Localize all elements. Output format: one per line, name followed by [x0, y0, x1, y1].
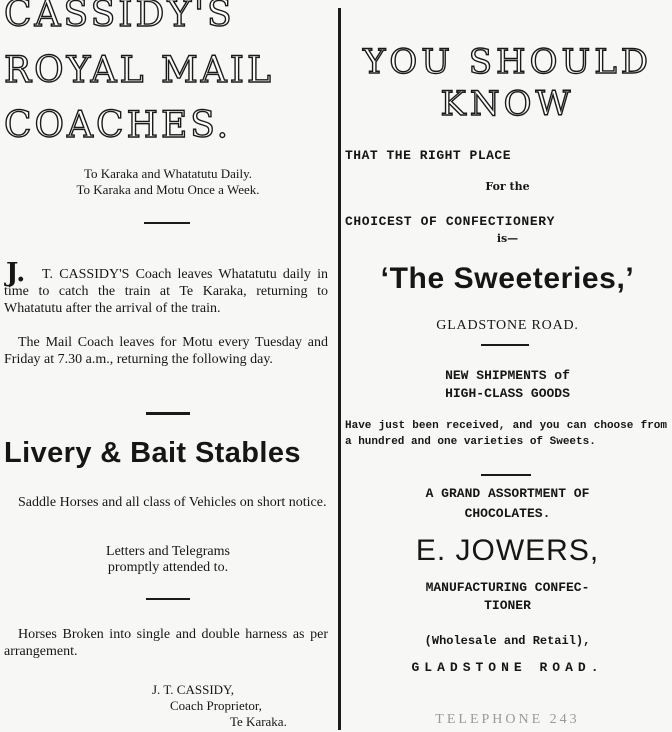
is-line: is— — [496, 232, 519, 245]
new-shipments-line1: NEW SHIPMENTS of — [445, 368, 570, 383]
e-jowers-name: E. JOWERS, — [415, 534, 600, 567]
cassidy-title-line2: ROYAL MAIL — [4, 50, 274, 91]
gladstone-road-line2: GLADSTONE ROAD. — [411, 660, 604, 675]
know-heading: KNOW — [440, 84, 575, 124]
letters-line2: promptly attended to. — [107, 560, 229, 575]
column-divider — [338, 8, 341, 730]
manufacturing-line2: TIONER — [484, 598, 531, 613]
cassidy-title-line1: CASSIDY'S — [4, 0, 235, 35]
assortment-line2: CHOCOLATES. — [464, 506, 551, 521]
you-should-heading: YOU SHOULD — [362, 42, 653, 82]
separator-rule — [144, 222, 190, 224]
sweeteries-heading: ‘The Sweeteries,’ — [380, 262, 635, 295]
signature-title: Coach Proprietor, — [170, 698, 262, 713]
route-line2: To Karaka and Motu Once a Week. — [76, 182, 260, 197]
telephone-line: TELEPHONE 243 — [435, 712, 580, 727]
horses-broken-text: Horses Broken into single and double harness as per arrangement. — [4, 627, 328, 659]
separator-rule — [146, 412, 190, 415]
received-text: Have just been received, and you can choose from a hundred and one varieties of Sweets. — [345, 420, 667, 448]
livery-heading: Livery & Bait Stables — [4, 437, 301, 469]
signature-name: J. T. CASSIDY, — [152, 682, 234, 697]
for-the-line: For the — [485, 180, 530, 193]
sweeteries-advert — [343, 0, 672, 732]
route-line1: To Karaka and Whatatutu Daily. — [83, 166, 253, 181]
choicest-line: CHOICEST OF CONFECTIONERY — [345, 214, 556, 229]
drop-cap: J. — [6, 258, 26, 288]
right-place-line: THAT THE RIGHT PLACE — [345, 148, 512, 163]
cassidy-title-line3: COACHES. — [4, 105, 232, 146]
separator-rule — [481, 344, 529, 346]
letters-line1: Letters and Telegrams — [106, 544, 230, 559]
gladstone-road-line: GLADSTONE ROAD. — [436, 318, 579, 333]
saddle-horses-text: Saddle Horses and all class of Vehicles on short notice. — [18, 495, 327, 510]
new-shipments-line2: HIGH-CLASS GOODS — [445, 386, 570, 401]
signature-place: Te Karaka. — [230, 714, 287, 729]
mail-coach-paragraph: The Mail Coach leaves for Motu every Tuesday and Friday at 7.30 a.m., returning the following day. — [4, 335, 328, 367]
separator-rule — [146, 598, 190, 600]
separator-rule — [481, 474, 531, 476]
coach-schedule-paragraph: T. CASSIDY'S Coach leaves Whatatutu daily in time to catch the train at Te Karaka, returning to Whatatutu after the arrival of the train. — [4, 267, 328, 316]
assortment-line1: A GRAND ASSORTMENT OF — [425, 486, 590, 501]
wholesale-line: (Wholesale and Retail), — [424, 634, 591, 648]
manufacturing-line1: MANUFACTURING CONFEC- — [425, 580, 590, 595]
